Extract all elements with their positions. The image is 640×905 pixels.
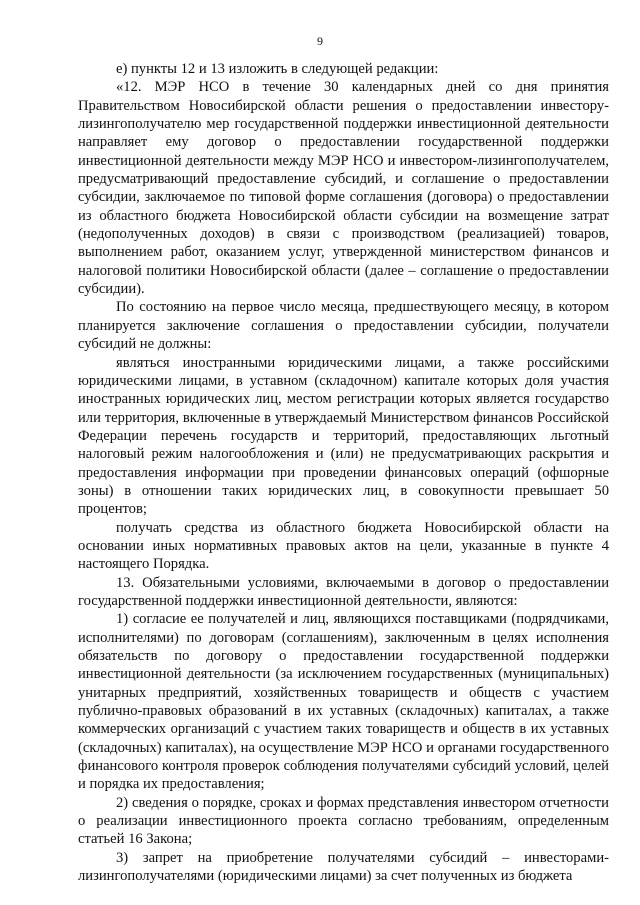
paragraph-item-12: «12. МЭР НСО в течение 30 календарных дней со дня принятия Правительством Новосибирской области решения о предоставлении инвестору-лизингополучателю мер государственной поддержки инвестиционной деятельности направляет ему договор о предоставлении государственной поддержки инвестиционной деятельности между МЭР НСО и инвестором-лизингополучателем, предусматривающий предоставление субсидий, и соглашение о предоставлении субсидии, заключаемое по типовой форме соглашения (договора) о предоставлении из областного бюджета Новосибирской области субсидии на возмещение затрат (недополученных доходов) в связи с производством (реализацией) товаров, выполнением работ, оказанием услуг, утвержденной министерством финансов и налоговой политики Новосибирской области (далее – соглашение о предоставлении субсидии). [78, 79, 609, 298]
paragraph-amendment-intro: е) пункты 12 и 13 изложить в следующей редакции: [116, 61, 439, 77]
paragraph-condition-2: 2) сведения о порядке, сроках и формах представления инвестором отчетности о реализации инвестиционного проекта согласно требованиям, определенным статьей 16 Закона; [78, 794, 609, 848]
paragraph-condition-1: 1) согласие ее получателей и лиц, являющихся поставщиками (подрядчиками, исполнителями) по договорам (соглашениям), заключенным в целях исполнения обязательств по договору о предоставлении государственной поддержки инвестиционной деятельности (за исключением государственных (муниципальных) унитарных предприятий, хозяйственных товариществ и обществ с участием публично-правовых образований в их уставных (складочных) капиталах, а также коммерческих организаций с участием таких товариществ и обществ в их уставных (складочных) капиталах), на осуществление МЭР НСО и органами государственного финансового контроля проверок соблюдения получателями субсидий условий, целей и порядка их предоставления; [78, 611, 609, 793]
paragraph-item-13: 13. Обязательными условиями, включаемыми в договор о предоставлении государственной поддержки инвестиционной деятельности, являются: [78, 574, 609, 609]
paragraph-foreign-entities: являться иностранными юридическими лицами, а также российскими юридическими лицами, в уставном (складочном) капитале которых доля участия иностранных юридических лиц, местом регистрации которых является государство или территория, включенные в утверждаемый Министерством финансов Российской Федерации перечень государств и территорий, предоставляющих льготный налоговый режим налогообложения и (или) не предусматривающих раскрытия и предоставления информации при проведении финансовых операций (офшорные зоны) в отношении таких юридических лиц, в совокупности превышает 50 процентов; [78, 354, 609, 518]
paragraph-condition-3: 3) запрет на приобретение получателями субсидий – инвесторами-лизингополучателями (юридическими лицами) за счет полученных из бюджета [78, 849, 609, 885]
document-body [78, 60, 609, 885]
page-number: 9 [317, 34, 323, 48]
paragraph-other-funds: получать средства из областного бюджета Новосибирской области на основании иных нормативных правовых актов на цели, указанные в пункте 4 настоящего Порядка. [78, 519, 609, 573]
paragraph-subsidy-conditions: По состоянию на первое число месяца, предшествующего месяцу, в котором планируется заключение соглашения о предоставлении субсидии, получатели субсидий не должны: [78, 299, 609, 353]
